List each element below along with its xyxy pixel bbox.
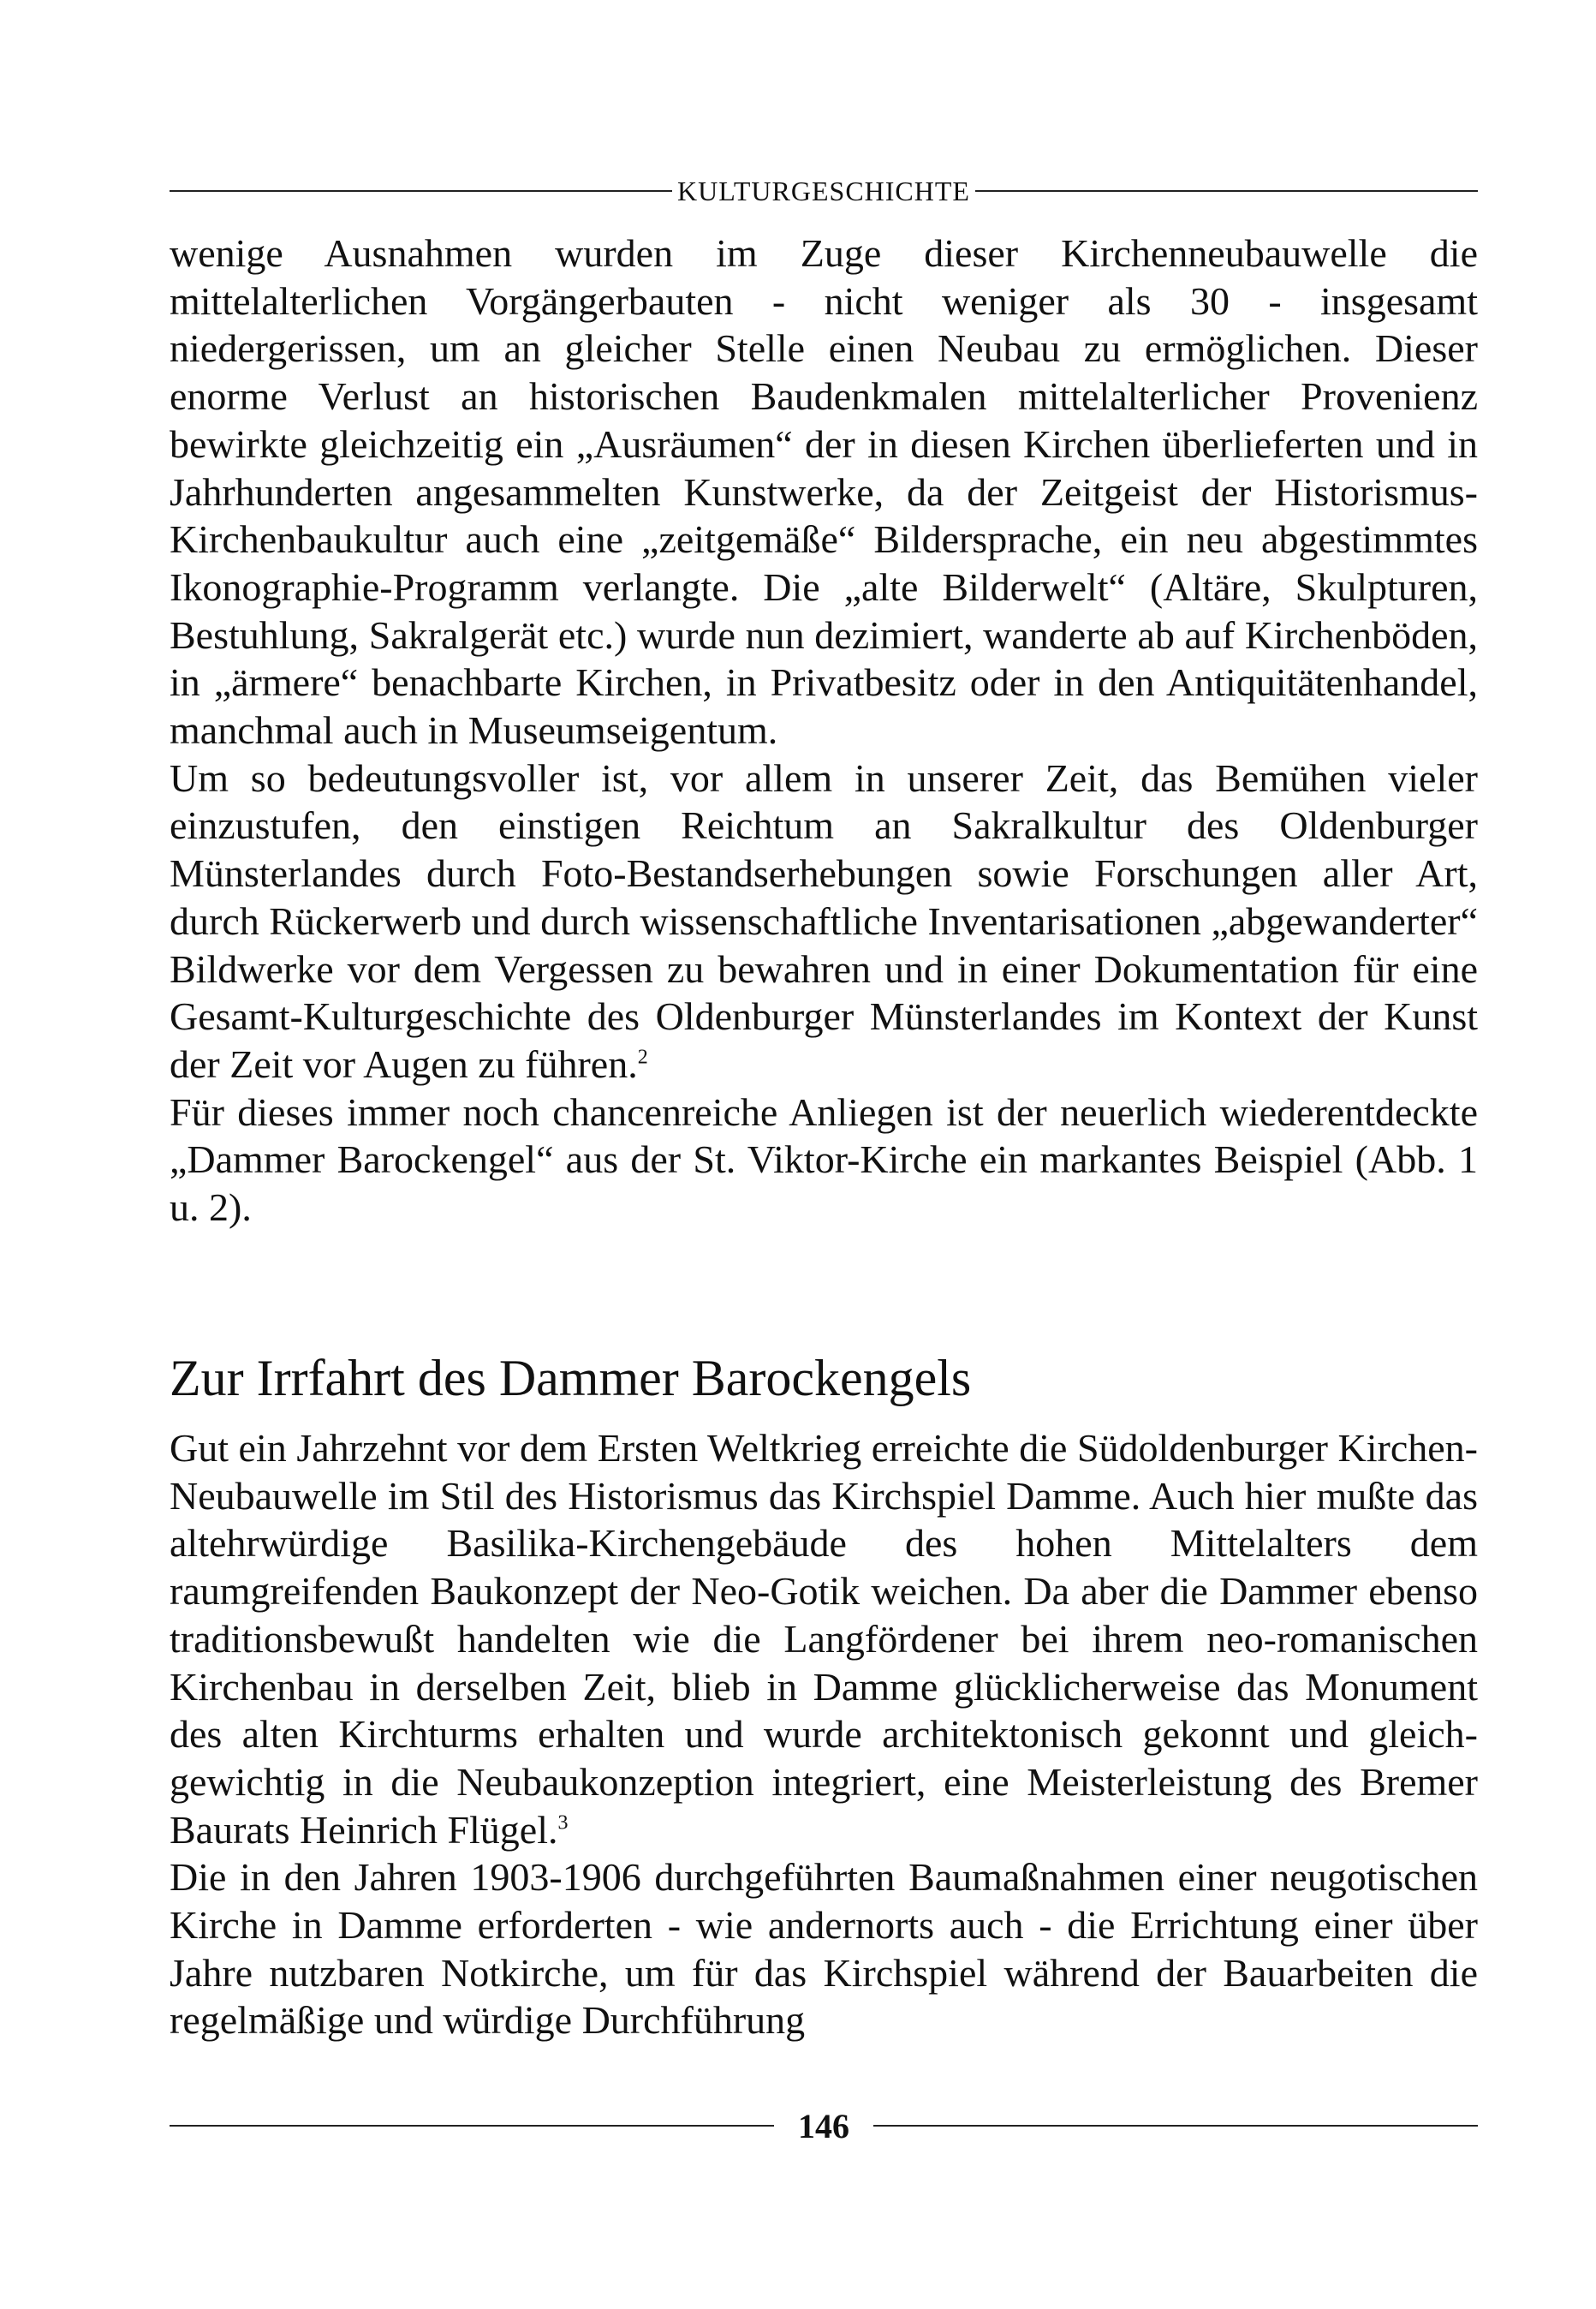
footnote-ref-3: 3 bbox=[557, 1811, 569, 1835]
running-header bbox=[170, 170, 1478, 212]
footer-rule-right bbox=[873, 2125, 1478, 2127]
header-rule-right bbox=[975, 190, 1478, 192]
running-title: KULTURGESCHICHTE bbox=[677, 175, 970, 206]
paragraph-2 bbox=[170, 755, 1478, 1089]
paragraph-3: Für dieses immer noch chancenreiche Anliegen ist der neuerlich wiederentdeckte „Dammer Barockengel“ aus der St. Viktor-Kirche ein markantes Beispiel (Abb. 1 u. 2). bbox=[170, 1089, 1478, 1230]
body-text-section bbox=[170, 1424, 1478, 2044]
page-footer bbox=[170, 2100, 1478, 2151]
body-text-top bbox=[170, 230, 1478, 1232]
section-paragraph-1 bbox=[170, 1424, 1478, 1853]
footer-rule-left bbox=[170, 2125, 774, 2127]
page-number: 146 bbox=[798, 2106, 849, 2145]
paragraph-2-text: Um so bedeutungsvoller ist, vor allem in unserer Zeit, das Bemühen vieler einzustufen, den einstigen Reichtum an Sakralkultur des Oldenburger Münsterlandes durch Foto-Bestandserhebungen sowie Forschungen aller Art, durch Rückerwerb und durch wissenschaftliche Inventarisationen „abgewanderter“ Bildwerke vor dem Vergessen zu bewahren und in einer Dokumentation für eine Gesamt-Kulturgeschichte des Oldenburger Münsterlandes im Kontext der Kunst der Zeit vor Augen zu führen. bbox=[170, 755, 1478, 1086]
section-paragraph-1-text: Gut ein Jahrzehnt vor dem Ersten Weltkrieg erreichte die Südoldenburger Kirchen-Neubauwelle im Stil des Historismus das Kirchspiel Damme. Auch hier mußte das altehrwürdige Basilika-Kirchengebäude des hohen Mittelalters dem raumgreifenden Baukonzept der Neo-Gotik weichen. Da aber die Dammer ebenso traditionsbewußt handelten wie die Langfördener bei ihrem neo-romanischen Kirchenbau in derselben Zeit, blieb in Damme glücklicherweise das Monument des alten Kirchturms erhalten und wurde architektonisch gekonnt und gleichgewichtig in die Neubaukonzeption integriert, eine Meisterleistung des Bremer Baurats Heinrich Flügel. bbox=[170, 1426, 1478, 1852]
footnote-ref-2: 2 bbox=[637, 1046, 648, 1069]
section-heading: Zur Irrfahrt des Dammer Barockengels bbox=[170, 1350, 972, 1406]
header-rule-left bbox=[170, 190, 672, 192]
paragraph-1: wenige Ausnahmen wurden im Zuge dieser Kirchenneubauwelle die mittelalterlichen Vorgängerbauten - nicht weniger als 30 - insgesamt niedergerissen, um an gleicher Stelle einen Neubau zu ermöglichen. Dieser enorme Verlust an historischen Baudenkmalen mittelalterlicher Provenienz bewirkte gleichzeitig ein „Ausräumen“ der in diesen Kirchen überlieferten und in Jahrhunderten angesammelten Kunstwerke, da der Zeitgeist der Historismus-Kirchenbaukultur auch eine „zeitgemäße“ Bildersprache, ein neu abgestimmtes Ikonographie-Programm verlangte. Die „alte Bilderwelt“ (Altäre, Skulpturen, Bestuhlung, Sakralgerät etc.) wurde nun dezimiert, wanderte ab auf Kirchenböden, in „ärmere“ benachbarte Kirchen, in Privatbesitz oder in den Antiquitätenhandel, manchmal auch in Museumseigentum. bbox=[170, 231, 1478, 753]
section-paragraph-2: Die in den Jahren 1903-1906 durchgeführten Baumaßnahmen einer neugotischen Kirche in Damme erforderten - wie andernorts auch - die Errichtung einer über Jahre nutzbaren Notkirche, um für das Kirchspiel während der Bauarbeiten die regelmäßige und würdige Durchführung bbox=[170, 1855, 1478, 2043]
